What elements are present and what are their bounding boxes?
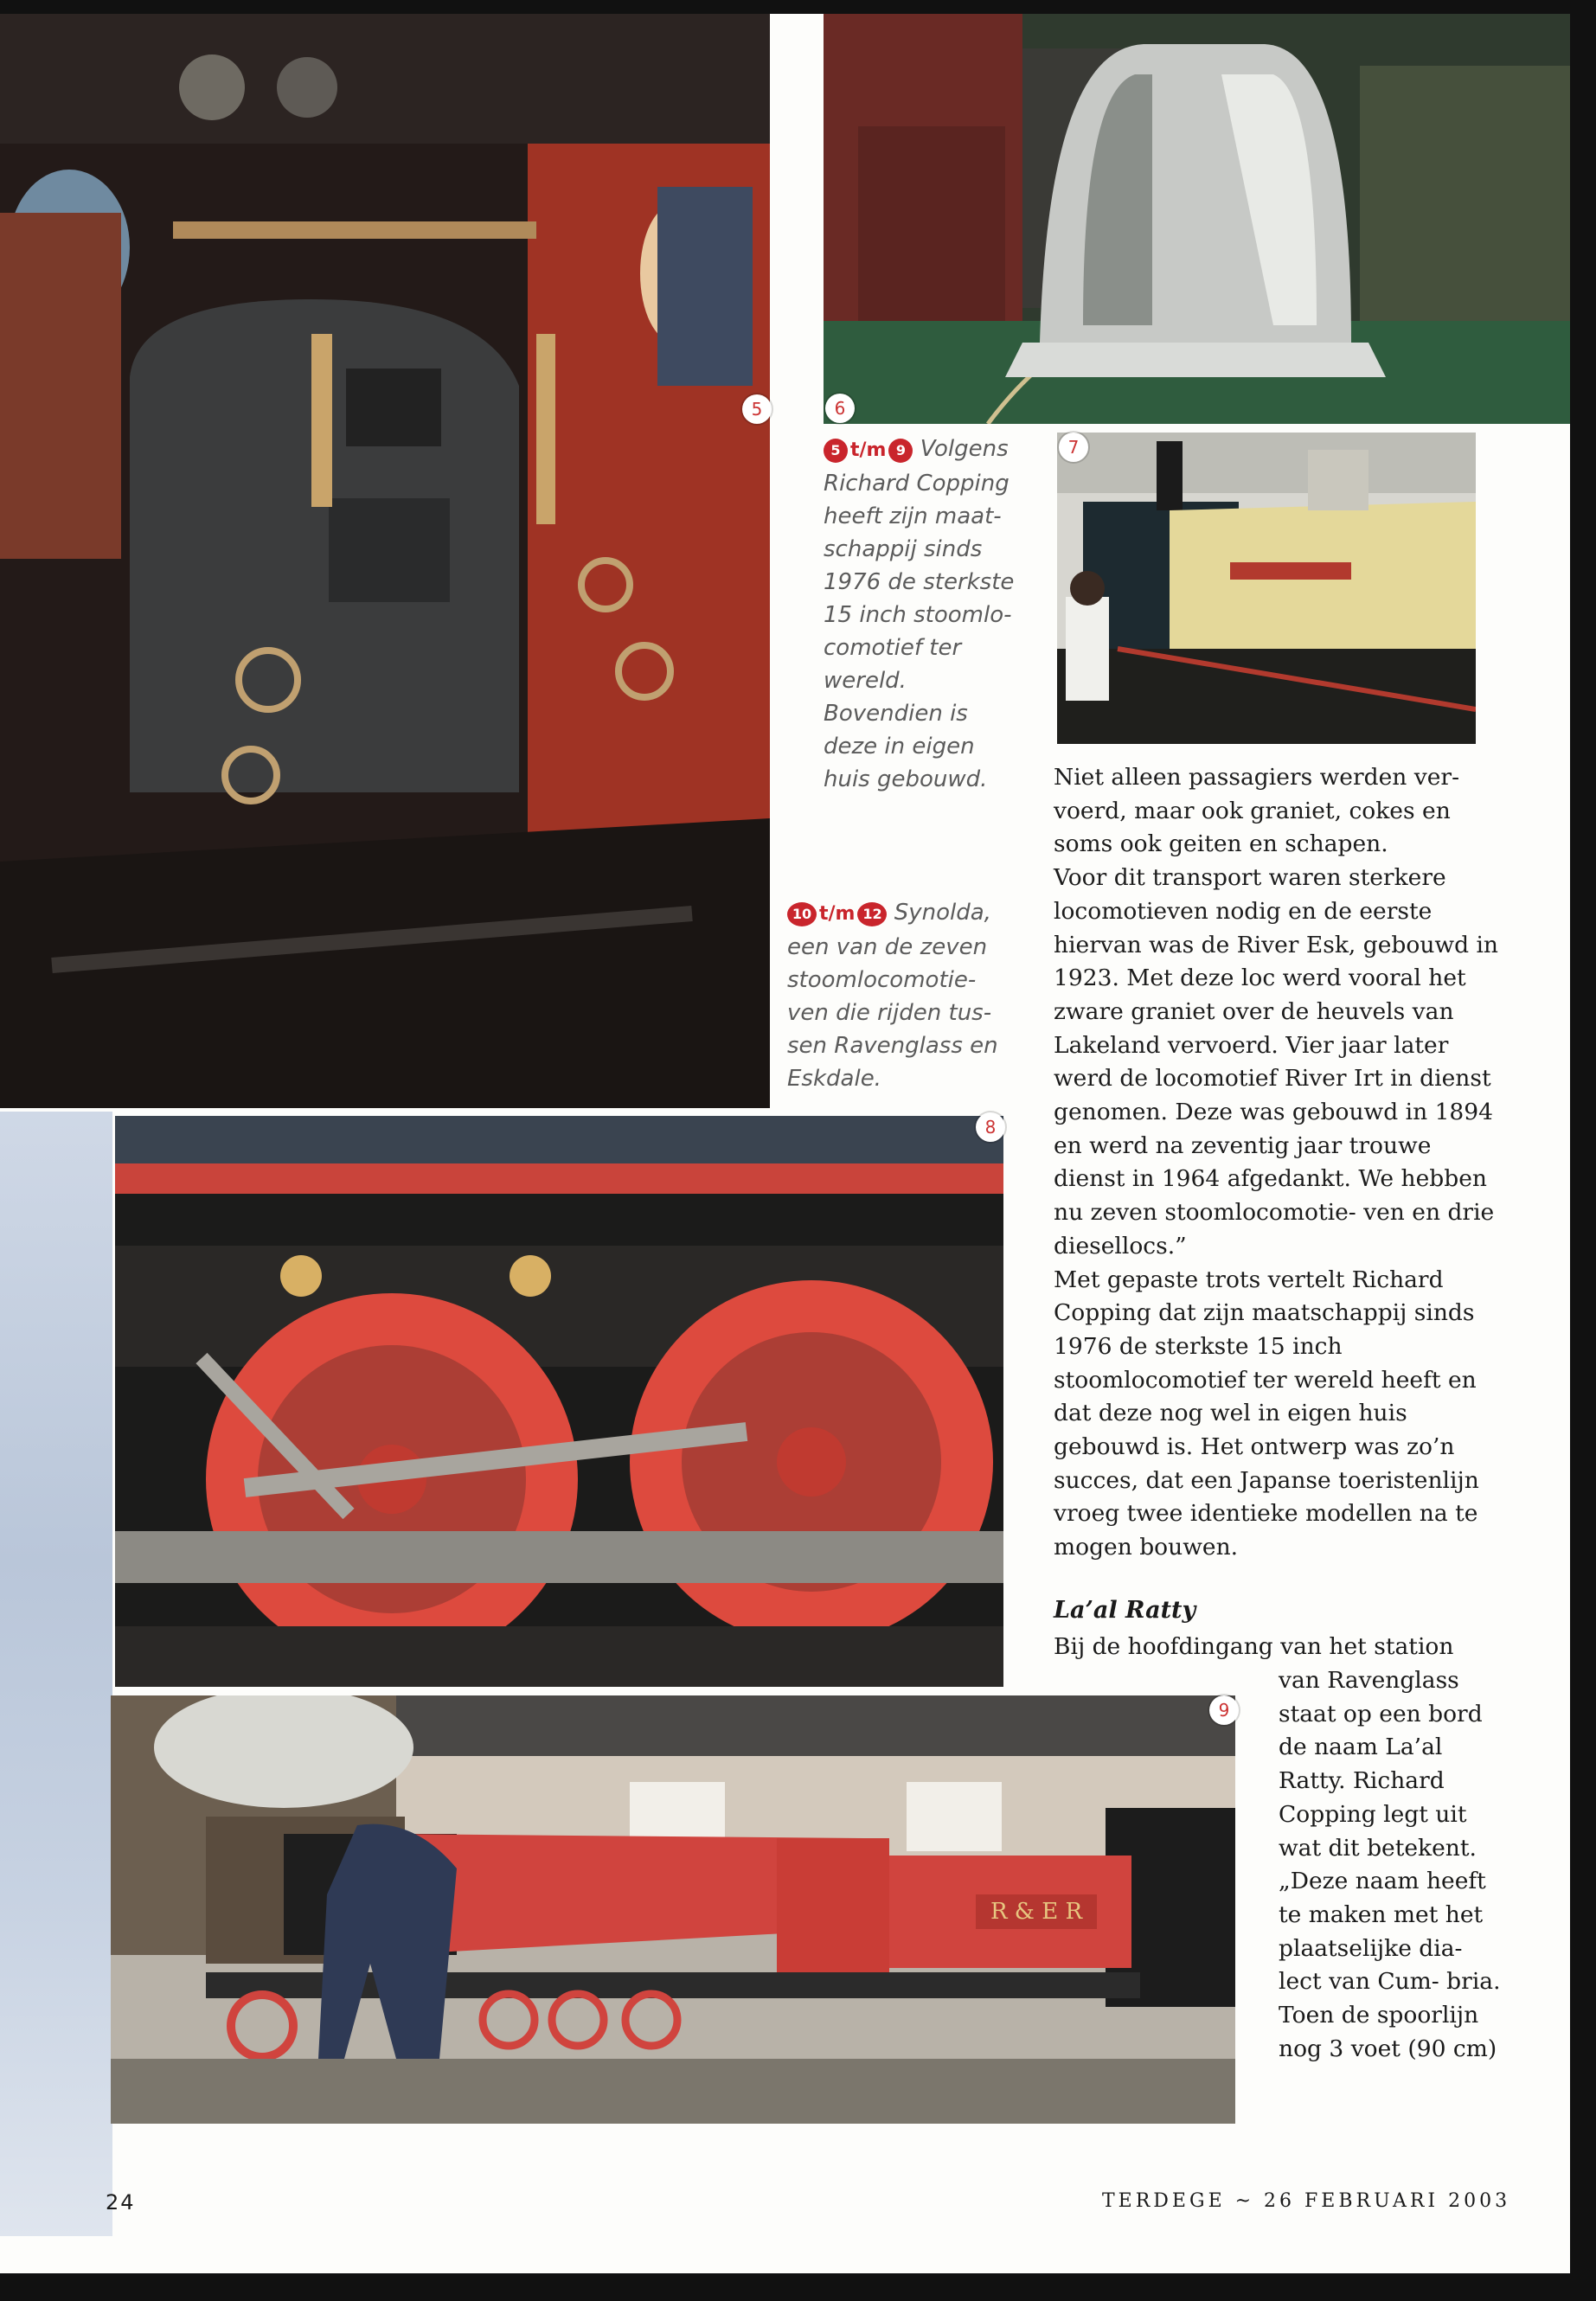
caption-number-badge: 5 [824, 439, 848, 463]
photo-caption [824, 433, 1022, 796]
photo-red-loco-with-driver [111, 1695, 1235, 2124]
article-paragraph: Voor dit transport waren sterkere locomotieven nodig en de eerste hiervan was de River Esk, gebouwd in 1923. Met deze loc werd vooral het zware graniet over de heuvels van Lakeland vervoerd. Vier jaar later werd de locomotief River Irt in dienst genomen. Deze was gebouwd in 1894 en werd na zeventig jaar trouwe dienst in 1964 afgedankt. We hebben nu zeven stoomlocomotie- ven en drie diesellocs.” [1054, 864, 1498, 1259]
article-paragraph-narrow: van Ravenglass staat op een bord de naam La’al Ratty. Richard Copping legt uit wat dit betekent. „Deze naam heeft te maken met het plaatselijke dia- lect van Cum- bria. Toen de spoorlijn nog 3 voet (90 cm) [1279, 1667, 1501, 2062]
caption-number-badge: 9 [888, 439, 913, 463]
article-paragraph-first-line: Bij de hoofdingang van het station [1054, 1633, 1454, 1660]
article-paragraph: Niet alleen passagiers werden ver- voerd, maar ook graniet, cokes en soms ook geiten en schapen. [1054, 764, 1460, 858]
photo-polished-dome [824, 14, 1570, 424]
page-border-bottom [0, 2273, 1596, 2301]
caption-number-badge: 12 [857, 902, 887, 926]
article-paragraph: Met gepaste trots vertelt Richard Copping dat zijn maatschappij sinds 1976 de sterkste 15 inch stoomlocomotief ter wereld heeft en dat deze nog wel in eigen huis gebouwd is. Het ontwerp was zo’n succes, dat een Japanse toeristenlijn vroeg twee identieke modellen na te mogen bouwen. [1054, 1266, 1479, 1561]
caption-number-badge: 10 [787, 902, 817, 926]
photo-number-marker: 8 [976, 1112, 1005, 1142]
photo-caption [787, 896, 1022, 1095]
photo-number-marker: 7 [1059, 433, 1088, 462]
caption-text: Synolda, een van de zeven stoomlocomotie- ven die rijden tus- sen Ravenglass en Eskdale. [787, 900, 998, 1092]
tender-lettering: R & E R [990, 1899, 1083, 1925]
photo-cab-controls [0, 14, 770, 1108]
photo-number-marker: 5 [742, 394, 772, 424]
photo-yellow-tank-loco [1057, 433, 1476, 744]
page-border-top [0, 0, 1596, 14]
caption-range-label: t/m [850, 439, 887, 461]
caption-range-label: t/m [819, 903, 856, 925]
page-number: 24 [106, 2190, 136, 2214]
page-border-right [1570, 0, 1596, 2301]
running-footer: TERDEGE ~ 26 FEBRUARI 2003 [1102, 2190, 1511, 2212]
photo-red-driving-wheels [115, 1116, 1003, 1687]
article-subheading: La’al Ratty [1054, 1597, 1196, 1624]
caption-text: Volgens Richard Copping heeft zijn maat- schappij sinds 1976 de sterkste 15 inch stoomlo- comotief ter wereld. Bovendien is deze in eigen huis gebouwd. [824, 436, 1015, 792]
left-blue-strip [0, 1112, 112, 2236]
article-body [1054, 761, 1503, 1565]
photo-number-marker: 9 [1209, 1695, 1239, 1725]
photo-number-marker: 6 [825, 394, 855, 423]
